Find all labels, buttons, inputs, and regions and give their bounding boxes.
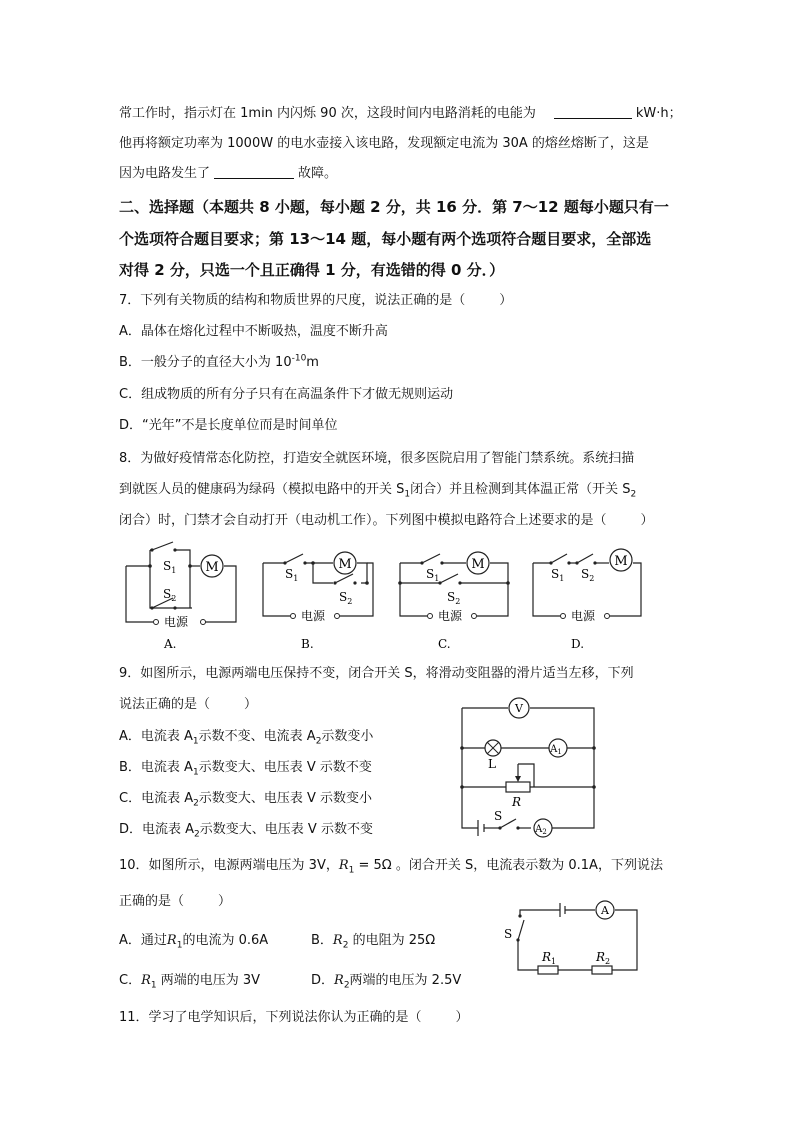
switch-label-s1: $S_1$: [551, 567, 565, 583]
text: 11．学习了电学知识后，下列说法你认为正确的是（: [119, 1010, 422, 1025]
text: A．电流表 A: [119, 729, 193, 744]
fill-question-line-1: [119, 104, 682, 124]
text: 说法正确的是（: [119, 697, 211, 712]
text: 示数变大、电压表 V 示数不变: [199, 822, 373, 837]
unit: kW·h；: [635, 106, 682, 121]
q9-stem-line-2: [119, 695, 257, 715]
text: ）: [640, 513, 654, 528]
text: C．电流表 A: [119, 791, 194, 806]
section-heading-line-1: 二、选择题（本题共 8 小题，每小题 2 分，共 16 分．第 7～12 题每小题只有一: [119, 198, 669, 216]
switch-label-s1: $S_1$: [285, 567, 299, 583]
q8-figure-b[interactable]: [255, 538, 385, 653]
rheostat-label: R: [512, 795, 522, 809]
q9-option-d[interactable]: [119, 820, 373, 840]
answer-blank[interactable]: [214, 164, 294, 179]
q10-option-c[interactable]: [119, 971, 260, 991]
text: 两端的电压为 3V: [156, 973, 261, 988]
text: 到就医人员的健康码为绿码（模拟电路中的开关 S: [119, 482, 405, 497]
text: 的电阻为 25Ω: [348, 933, 436, 948]
q7-b-exponent: -10: [291, 353, 307, 364]
q9-circuit-figure[interactable]: [458, 696, 598, 836]
symbol: R: [141, 973, 151, 988]
sub: 1: [192, 767, 199, 778]
text: 闭合）时，门禁才会自动打开（电动机工作）。下列图中模拟电路符合上述要求的是（: [119, 513, 607, 528]
switch-label: S: [504, 927, 513, 941]
resistor-r2-label: $R_2$: [596, 950, 611, 966]
power-label: 电源: [164, 615, 189, 629]
ammeter-a1-label: $A_1$: [550, 744, 562, 756]
symbol: R: [332, 933, 343, 948]
sub: 2: [342, 940, 349, 951]
text: C．: [119, 973, 142, 988]
q8-figure-d[interactable]: [525, 538, 655, 653]
q7-option-b[interactable]: [119, 353, 319, 373]
q9-option-c[interactable]: [119, 789, 372, 809]
text: B．电流表 A: [119, 760, 193, 775]
option-label-a: A.: [164, 637, 177, 651]
symbol: R: [338, 858, 349, 873]
lamp-label: L: [488, 757, 496, 771]
q9-option-b[interactable]: [119, 758, 372, 778]
q10-option-b[interactable]: [311, 931, 435, 951]
switch-label-s2: $S_2$: [581, 567, 595, 583]
q10-stem-line-1: [119, 856, 663, 876]
q8-stem-line-3: [119, 511, 654, 531]
q8-stem-line-2: [119, 480, 636, 500]
q9-option-a[interactable]: [119, 727, 373, 747]
q7-b-unit: m: [306, 355, 319, 370]
text: 的电流为 0.6A: [182, 933, 269, 948]
text: 10．如图所示，电源两端电压为 3V，: [119, 858, 339, 873]
option-label-b: B.: [301, 637, 314, 651]
ammeter-label: A: [601, 904, 609, 917]
option-label-d: D.: [571, 637, 585, 651]
motor-label: M: [338, 557, 352, 572]
text: 示数变大、电压表 V 示数变小: [198, 791, 373, 806]
sub: 2: [630, 489, 637, 500]
text: D．电流表 A: [119, 822, 195, 837]
text: 因为电路发生了: [119, 166, 211, 181]
q10-option-a[interactable]: [119, 931, 268, 951]
voltmeter-label: V: [515, 702, 523, 715]
text: 故障。: [298, 166, 338, 181]
sub: 1: [176, 940, 183, 951]
motor-label: M: [205, 560, 219, 575]
text: 常工作时，指示灯在 1min 内闪烁 90 次，这段时间内电路消耗的电能为: [119, 106, 536, 121]
q7-option-c[interactable]: C．组成物质的所有分子只有在高温条件下才做无规则运动: [119, 387, 454, 402]
switch-label-s1: $S_1$: [163, 559, 177, 575]
switch-label-s2: $S_2$: [163, 587, 177, 603]
text: = 5Ω 。闭合开关 S，电流表示数为 0.1A，下列说法: [354, 858, 663, 873]
text: 示数变小: [321, 729, 374, 744]
text: 示数变大、电压表 V 示数不变: [198, 760, 372, 775]
option-label-c: C.: [438, 637, 451, 651]
q7-paren-close: ）: [499, 293, 513, 308]
q8-figure-a[interactable]: [118, 538, 258, 653]
motor-label: M: [614, 554, 628, 569]
power-label: 电源: [301, 609, 326, 623]
fill-question-line-3: [119, 164, 337, 184]
section-heading-line-2: 个选项符合题目要求；第 13～14 题，每小题有两个选项符合题目要求，全部选: [119, 230, 652, 248]
text: ）: [218, 894, 232, 909]
sub: 2: [193, 798, 199, 809]
text: D．: [311, 973, 335, 988]
text: B．: [311, 933, 333, 948]
sub: 2: [315, 736, 322, 747]
text: 正确的是（: [119, 894, 185, 909]
motor-label: M: [471, 557, 485, 572]
sub: 1: [404, 489, 411, 500]
q10-circuit-figure[interactable]: [500, 900, 650, 980]
switch-label: S: [494, 809, 503, 823]
q10-stem-line-2: [119, 892, 231, 912]
sub: 2: [343, 980, 350, 991]
q9-stem-line-1: 9．如图所示，电源两端电压保持不变，闭合开关 S，将滑动变阻器的滑片适当左移，下列: [119, 666, 634, 681]
answer-blank[interactable]: [554, 104, 632, 119]
switch-label-s2: $S_2$: [339, 590, 353, 606]
sub: 1: [150, 980, 157, 991]
sub: 1: [348, 865, 355, 876]
q11-stem: [119, 1008, 469, 1028]
text: 示数不变、电流表 A: [198, 729, 316, 744]
symbol: R: [334, 973, 344, 988]
q7-stem-text: 7．下列有关物质的结构和物质世界的尺度，说法正确的是（: [119, 293, 466, 308]
text: 两端的电压为 2.5V: [349, 973, 462, 988]
text: A．通过: [119, 933, 167, 948]
power-label: 电源: [571, 609, 596, 623]
sub: 2: [194, 829, 200, 840]
q7-stem: [119, 291, 512, 311]
sub: 1: [192, 736, 199, 747]
power-label: 电源: [438, 609, 463, 623]
text: 闭合）并且检测到其体温正常（开关 S: [410, 482, 631, 497]
fill-question-line-2: 他再将额定功率为 1000W 的电水壶接入该电路，发现额定电流为 30A 的熔丝熔断了，这是: [119, 136, 649, 151]
q8-stem-line-1: 8．为做好疫情常态化防控，打造安全就医环境，很多医院启用了智能门禁系统。系统扫描: [119, 451, 635, 466]
text: ）: [455, 1010, 469, 1025]
resistor-r1-label: $R_1$: [542, 950, 557, 966]
section-heading-line-3: 对得 2 分，只选一个且正确得 1 分，有选错的得 0 分．）: [119, 261, 505, 279]
q8-figure-c[interactable]: [392, 538, 522, 653]
switch-label-s1: $S_1$: [426, 567, 440, 583]
switch-label-s2: $S_2$: [447, 590, 461, 606]
text: ）: [244, 697, 258, 712]
symbol: R: [166, 933, 177, 948]
ammeter-a2-label: $A_2$: [535, 824, 547, 836]
q7-option-a[interactable]: A．晶体在熔化过程中不断吸热，温度不断升高: [119, 324, 388, 339]
q7-b-text: B．一般分子的直径大小为 10: [119, 355, 292, 370]
q10-option-d[interactable]: [311, 971, 461, 991]
q7-option-d[interactable]: D．“光年”不是长度单位而是时间单位: [119, 418, 338, 433]
